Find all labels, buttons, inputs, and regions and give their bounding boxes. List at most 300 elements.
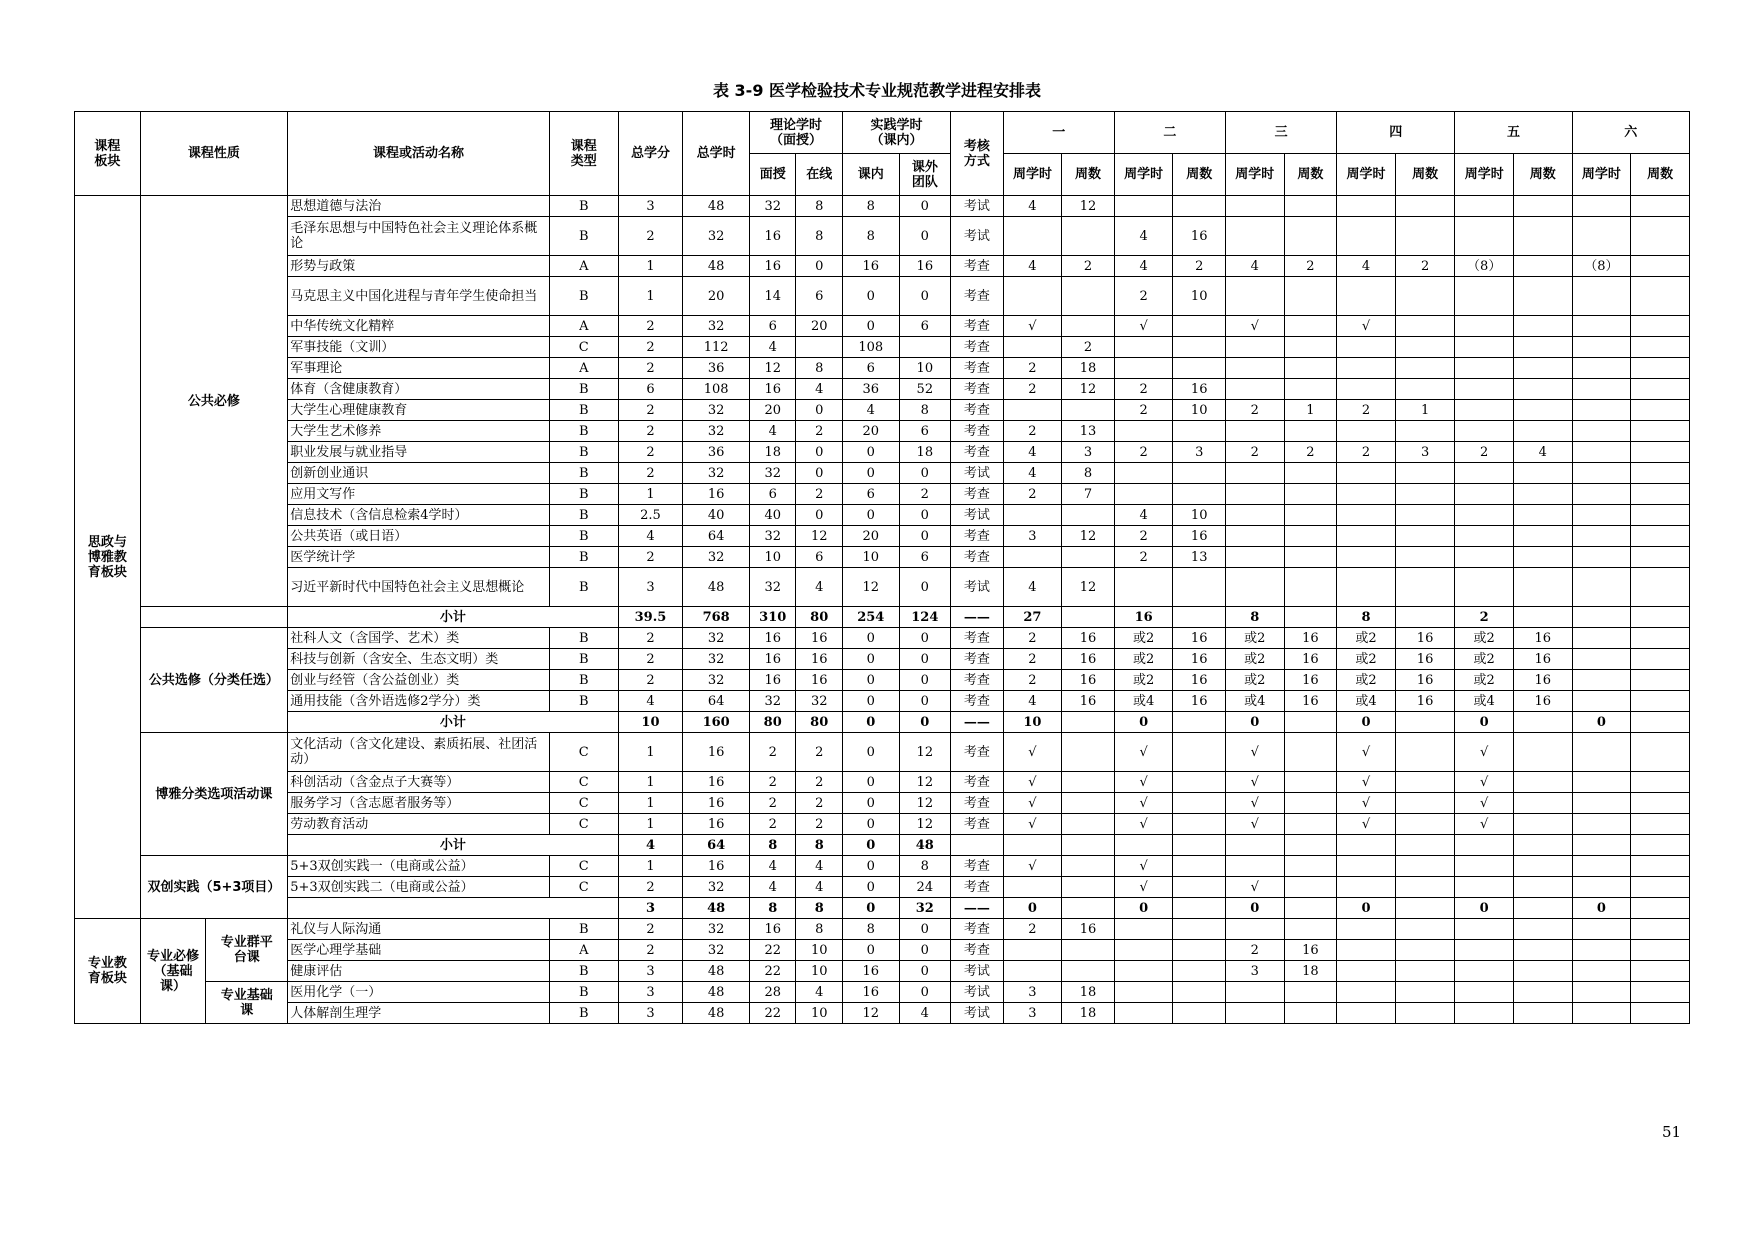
table-cell: 6: [842, 358, 899, 379]
table-cell: [1395, 733, 1455, 772]
table-cell: 40: [683, 505, 750, 526]
course-name: 职业发展与就业指导: [288, 442, 550, 463]
header-type: 课程 类型: [549, 112, 618, 196]
table-cell: [1173, 856, 1226, 877]
table-cell: 4: [899, 1003, 951, 1024]
subtotal-cell: [1062, 712, 1115, 733]
table-cell: 16: [1514, 628, 1573, 649]
table-row: [75, 607, 1690, 628]
table-cell: [1631, 856, 1690, 877]
subtotal-cell: 39.5: [618, 607, 683, 628]
table-cell: 2: [618, 463, 683, 484]
table-cell: 考试: [951, 217, 1004, 256]
table-cell: [1003, 505, 1062, 526]
table-cell: [140, 607, 288, 628]
table-cell: 14: [749, 277, 795, 316]
table-cell: 20: [842, 421, 899, 442]
table-cell: 考查: [951, 670, 1004, 691]
course-name: 创业与经管（含公益创业）类: [288, 670, 550, 691]
header-semester-1: 一: [1003, 112, 1114, 154]
table-cell: 0: [842, 877, 899, 898]
subtotal-cell: 48: [683, 898, 750, 919]
table-cell: 2: [1225, 940, 1284, 961]
table-cell: 16: [1062, 628, 1115, 649]
table-cell: 或2: [1337, 628, 1396, 649]
subtotal-cell: 27: [1003, 607, 1062, 628]
table-cell: 12: [899, 772, 951, 793]
table-cell: 2: [1114, 379, 1173, 400]
table-cell: [1572, 691, 1631, 712]
table-cell: 2: [618, 358, 683, 379]
subtotal-label: 小计: [288, 712, 618, 733]
subtotal-cell: 310: [749, 607, 795, 628]
table-cell: 或2: [1114, 628, 1173, 649]
table-cell: 8: [796, 217, 843, 256]
table-cell: [1455, 856, 1514, 877]
table-cell: [1572, 505, 1631, 526]
table-cell: 4: [749, 421, 795, 442]
table-cell: [1514, 814, 1573, 835]
table-cell: [1337, 484, 1396, 505]
table-cell: [1514, 1003, 1573, 1024]
table-cell: 2: [1003, 919, 1062, 940]
table-cell: [1631, 733, 1690, 772]
table-cell: [1631, 814, 1690, 835]
table-cell: [1455, 940, 1514, 961]
table-cell: C: [549, 856, 618, 877]
table-cell: [1572, 793, 1631, 814]
subtotal-cell: 64: [683, 835, 750, 856]
table-cell: √: [1114, 877, 1173, 898]
table-cell: 或2: [1455, 670, 1514, 691]
table-row: [75, 316, 1690, 337]
header-subcol: 面授: [749, 154, 795, 196]
table-cell: 3: [618, 1003, 683, 1024]
table-cell: 16: [1514, 649, 1573, 670]
table-cell: [1337, 568, 1396, 607]
table-cell: 0: [842, 940, 899, 961]
table-row: [75, 217, 1690, 256]
table-cell: 0: [899, 982, 951, 1003]
table-cell: [1455, 337, 1514, 358]
table-cell: [1225, 217, 1284, 256]
table-cell: 2: [1225, 400, 1284, 421]
subtotal-cell: [1284, 898, 1337, 919]
course-name: 体育（含健康教育）: [288, 379, 550, 400]
table-cell: 16: [749, 919, 795, 940]
table-cell: 考查: [951, 337, 1004, 358]
table-cell: 2: [1284, 256, 1337, 277]
table-cell: 16: [842, 982, 899, 1003]
table-cell: 16: [1173, 379, 1226, 400]
subtotal-cell: 10: [618, 712, 683, 733]
table-cell: [1455, 463, 1514, 484]
table-cell: [1337, 982, 1396, 1003]
table-cell: [1114, 982, 1173, 1003]
table-cell: [1003, 940, 1062, 961]
table-cell: 考查: [951, 256, 1004, 277]
table-cell: 4: [618, 526, 683, 547]
table-cell: B: [549, 568, 618, 607]
table-cell: √: [1003, 772, 1062, 793]
table-cell: 考查: [951, 526, 1004, 547]
table-cell: 2: [796, 814, 843, 835]
table-cell: B: [549, 526, 618, 547]
table-row: [75, 793, 1690, 814]
course-name: 医用化学（一）: [288, 982, 550, 1003]
table-cell: 32: [683, 877, 750, 898]
table-cell: 2: [618, 217, 683, 256]
table-cell: [1284, 547, 1337, 568]
table-cell: [1631, 196, 1690, 217]
table-cell: 4: [749, 337, 795, 358]
table-cell: 16: [1062, 919, 1115, 940]
table-cell: 4: [842, 400, 899, 421]
table-cell: [1284, 772, 1337, 793]
table-cell: [1572, 337, 1631, 358]
table-cell: [1173, 1003, 1226, 1024]
table-cell: 0: [842, 691, 899, 712]
subtotal-cell: 8: [749, 835, 795, 856]
table-cell: 16: [1284, 628, 1337, 649]
header-weekly: 周学时: [1455, 154, 1514, 196]
table-cell: C: [549, 337, 618, 358]
table-cell: [1225, 358, 1284, 379]
table-cell: [1337, 196, 1396, 217]
table-cell: [1631, 505, 1690, 526]
table-cell: 4: [1003, 568, 1062, 607]
table-title: 表 3-9 医学检验技术专业规范教学进程安排表: [712, 81, 1042, 100]
table-cell: 考查: [951, 628, 1004, 649]
table-cell: [1395, 196, 1455, 217]
table-cell: 考试: [951, 982, 1004, 1003]
table-cell: B: [549, 277, 618, 316]
table-cell: 12: [796, 526, 843, 547]
table-cell: 13: [1062, 421, 1115, 442]
table-cell: 或2: [1455, 628, 1514, 649]
table-cell: [1225, 919, 1284, 940]
table-cell: 0: [842, 772, 899, 793]
table-cell: [1572, 961, 1631, 982]
table-cell: [1395, 358, 1455, 379]
table-cell: 16: [749, 670, 795, 691]
table-cell: 3: [618, 196, 683, 217]
subtotal-label: [288, 898, 618, 919]
subtotal-cell: [1395, 835, 1455, 856]
table-cell: 0: [899, 940, 951, 961]
table-cell: √: [1225, 793, 1284, 814]
table-cell: [1631, 691, 1690, 712]
table-cell: [1631, 463, 1690, 484]
table-cell: 0: [899, 568, 951, 607]
table-cell: [1572, 277, 1631, 316]
table-cell: [1455, 919, 1514, 940]
table-row: [75, 772, 1690, 793]
table-cell: 16: [1173, 691, 1226, 712]
table-cell: 16: [1284, 940, 1337, 961]
table-cell: [1284, 463, 1337, 484]
table-cell: 2: [618, 649, 683, 670]
table-cell: [1225, 337, 1284, 358]
table-cell: [1455, 982, 1514, 1003]
table-cell: 2: [618, 547, 683, 568]
table-cell: 0: [796, 400, 843, 421]
table-cell: [1514, 196, 1573, 217]
table-cell: [1572, 877, 1631, 898]
table-cell: 2: [1114, 547, 1173, 568]
table-cell: [1337, 358, 1396, 379]
table-cell: [1062, 217, 1115, 256]
table-cell: 6: [899, 316, 951, 337]
header-weeks: 周数: [1631, 154, 1690, 196]
table-cell: [1572, 463, 1631, 484]
subtotal-cell: ——: [951, 712, 1004, 733]
table-cell: 1: [618, 856, 683, 877]
table-row: [75, 961, 1690, 982]
subtotal-cell: 124: [899, 607, 951, 628]
nature-major-required: 专业必修 （基础 课）: [140, 919, 206, 1024]
table-cell: 考试: [951, 463, 1004, 484]
table-cell: √: [1337, 793, 1396, 814]
table-row: [75, 733, 1690, 772]
table-cell: 考查: [951, 277, 1004, 316]
subtotal-cell: [1173, 898, 1226, 919]
table-cell: 2: [1062, 337, 1115, 358]
table-cell: 0: [899, 919, 951, 940]
table-cell: [1455, 217, 1514, 256]
table-cell: 0: [842, 670, 899, 691]
course-name: 医学心理学基础: [288, 940, 550, 961]
table-cell: [1337, 421, 1396, 442]
table-cell: [1284, 919, 1337, 940]
table-cell: 28: [749, 982, 795, 1003]
table-row: [75, 814, 1690, 835]
table-cell: [1173, 484, 1226, 505]
course-name: 科技与创新（含安全、生态文明）类: [288, 649, 550, 670]
table-cell: 考试: [951, 1003, 1004, 1024]
table-cell: [1003, 337, 1062, 358]
subtotal-cell: 8: [1337, 607, 1396, 628]
table-cell: B: [549, 919, 618, 940]
table-cell: 或4: [1114, 691, 1173, 712]
table-cell: 32: [683, 547, 750, 568]
table-row: [75, 256, 1690, 277]
table-cell: [1337, 379, 1396, 400]
table-cell: 12: [899, 814, 951, 835]
table-cell: [1003, 217, 1062, 256]
table-cell: √: [1114, 772, 1173, 793]
table-row: [75, 982, 1690, 1003]
table-cell: 0: [842, 505, 899, 526]
table-cell: 1: [618, 733, 683, 772]
table-cell: [1173, 316, 1226, 337]
table-cell: [1284, 316, 1337, 337]
table-cell: C: [549, 733, 618, 772]
subtotal-cell: 0: [842, 712, 899, 733]
table-cell: B: [549, 421, 618, 442]
table-cell: 考查: [951, 733, 1004, 772]
table-cell: 0: [842, 316, 899, 337]
subtotal-cell: 80: [749, 712, 795, 733]
table-cell: 48: [683, 1003, 750, 1024]
subtotal-cell: 16: [1114, 607, 1173, 628]
subtotal-cell: [951, 835, 1004, 856]
table-cell: 8: [1062, 463, 1115, 484]
table-cell: 16: [683, 814, 750, 835]
table-cell: 64: [683, 526, 750, 547]
table-cell: [1631, 649, 1690, 670]
table-cell: 32: [683, 316, 750, 337]
table-cell: 0: [842, 463, 899, 484]
table-cell: 2: [618, 670, 683, 691]
table-cell: 16: [842, 256, 899, 277]
table-cell: 3: [1225, 961, 1284, 982]
table-cell: B: [549, 463, 618, 484]
table-cell: [1631, 217, 1690, 256]
table-row: [75, 649, 1690, 670]
table-cell: √: [1225, 877, 1284, 898]
table-cell: 18: [749, 442, 795, 463]
subtotal-cell: [1062, 898, 1115, 919]
table-cell: [1631, 277, 1690, 316]
table-cell: 2: [1062, 256, 1115, 277]
table-cell: 10: [749, 547, 795, 568]
table-cell: 2: [618, 337, 683, 358]
table-cell: [1284, 568, 1337, 607]
table-cell: 2: [618, 421, 683, 442]
table-row: [75, 421, 1690, 442]
table-cell: [1572, 484, 1631, 505]
table-cell: 2: [1003, 484, 1062, 505]
subtotal-cell: 8: [796, 898, 843, 919]
table-cell: [1572, 940, 1631, 961]
table-cell: 0: [899, 505, 951, 526]
table-cell: [1173, 463, 1226, 484]
course-name: 文化活动（含文化建设、素质拓展、社团活动）: [288, 733, 550, 772]
header-hours: 总学时: [683, 112, 750, 196]
table-cell: [1062, 814, 1115, 835]
table-cell: 2: [796, 421, 843, 442]
table-cell: [1062, 277, 1115, 316]
course-name: 公共英语（或日语）: [288, 526, 550, 547]
table-cell: [1173, 568, 1226, 607]
table-cell: [1514, 856, 1573, 877]
table-cell: [1455, 277, 1514, 316]
table-cell: [1631, 670, 1690, 691]
table-cell: 3: [1395, 442, 1455, 463]
table-cell: 2: [1173, 256, 1226, 277]
table-cell: 2: [1003, 649, 1062, 670]
header-semester-4: 四: [1337, 112, 1455, 154]
course-name: 应用文写作: [288, 484, 550, 505]
table-cell: 考查: [951, 814, 1004, 835]
table-cell: [1395, 379, 1455, 400]
table-cell: [1337, 856, 1396, 877]
subtotal-cell: 3: [618, 898, 683, 919]
table-cell: [1572, 568, 1631, 607]
table-cell: [1514, 982, 1573, 1003]
table-cell: 24: [899, 877, 951, 898]
table-cell: [1225, 547, 1284, 568]
table-cell: [1631, 484, 1690, 505]
table-cell: 6: [749, 316, 795, 337]
table-cell: [1284, 358, 1337, 379]
table-cell: 2: [749, 793, 795, 814]
table-cell: [1337, 919, 1396, 940]
table-row: [75, 547, 1690, 568]
subtotal-cell: [1284, 607, 1337, 628]
table-cell: A: [549, 256, 618, 277]
page-number: 51: [1662, 1123, 1682, 1141]
table-cell: 16: [683, 733, 750, 772]
table-cell: 6: [796, 277, 843, 316]
table-cell: [1514, 400, 1573, 421]
table-cell: 或2: [1455, 649, 1514, 670]
table-cell: 或2: [1225, 649, 1284, 670]
table-cell: √: [1455, 733, 1514, 772]
subtotal-cell: [1337, 835, 1396, 856]
table-cell: [1173, 733, 1226, 772]
table-cell: C: [549, 793, 618, 814]
table-cell: 112: [683, 337, 750, 358]
table-cell: [1395, 568, 1455, 607]
table-cell: 1: [618, 256, 683, 277]
subtotal-cell: 0: [1455, 712, 1514, 733]
table-cell: [1173, 421, 1226, 442]
table-cell: 2: [1003, 421, 1062, 442]
table-cell: 6: [618, 379, 683, 400]
table-cell: 16: [749, 256, 795, 277]
table-cell: 32: [749, 196, 795, 217]
table-cell: [1337, 940, 1396, 961]
table-cell: [1455, 505, 1514, 526]
table-cell: [1455, 379, 1514, 400]
table-cell: 考查: [951, 442, 1004, 463]
subtotal-cell: ——: [951, 607, 1004, 628]
table-cell: 考查: [951, 919, 1004, 940]
table-cell: 考查: [951, 547, 1004, 568]
table-cell: 8: [842, 919, 899, 940]
table-cell: 考查: [951, 421, 1004, 442]
table-cell: 6: [749, 484, 795, 505]
subtotal-cell: [1455, 835, 1514, 856]
table-cell: [1395, 793, 1455, 814]
table-cell: √: [1455, 814, 1514, 835]
table-cell: [1514, 484, 1573, 505]
table-cell: 16: [749, 379, 795, 400]
subtotal-cell: [1631, 898, 1690, 919]
table-cell: 4: [1003, 256, 1062, 277]
table-cell: [1225, 856, 1284, 877]
subtotal-cell: [1062, 835, 1115, 856]
table-cell: √: [1337, 772, 1396, 793]
table-cell: [1395, 982, 1455, 1003]
subtotal-cell: [1173, 607, 1226, 628]
table-cell: [1395, 217, 1455, 256]
table-cell: [1572, 649, 1631, 670]
table-cell: 3: [1173, 442, 1226, 463]
table-cell: B: [549, 670, 618, 691]
block-ideological: 思政与 博雅教 育板块: [75, 196, 141, 919]
table-cell: 16: [1395, 649, 1455, 670]
table-cell: 考查: [951, 358, 1004, 379]
subtotal-cell: [1284, 712, 1337, 733]
table-cell: [1173, 772, 1226, 793]
table-cell: [1395, 337, 1455, 358]
table-cell: 2: [618, 940, 683, 961]
table-cell: 8: [899, 856, 951, 877]
table-cell: [1114, 568, 1173, 607]
